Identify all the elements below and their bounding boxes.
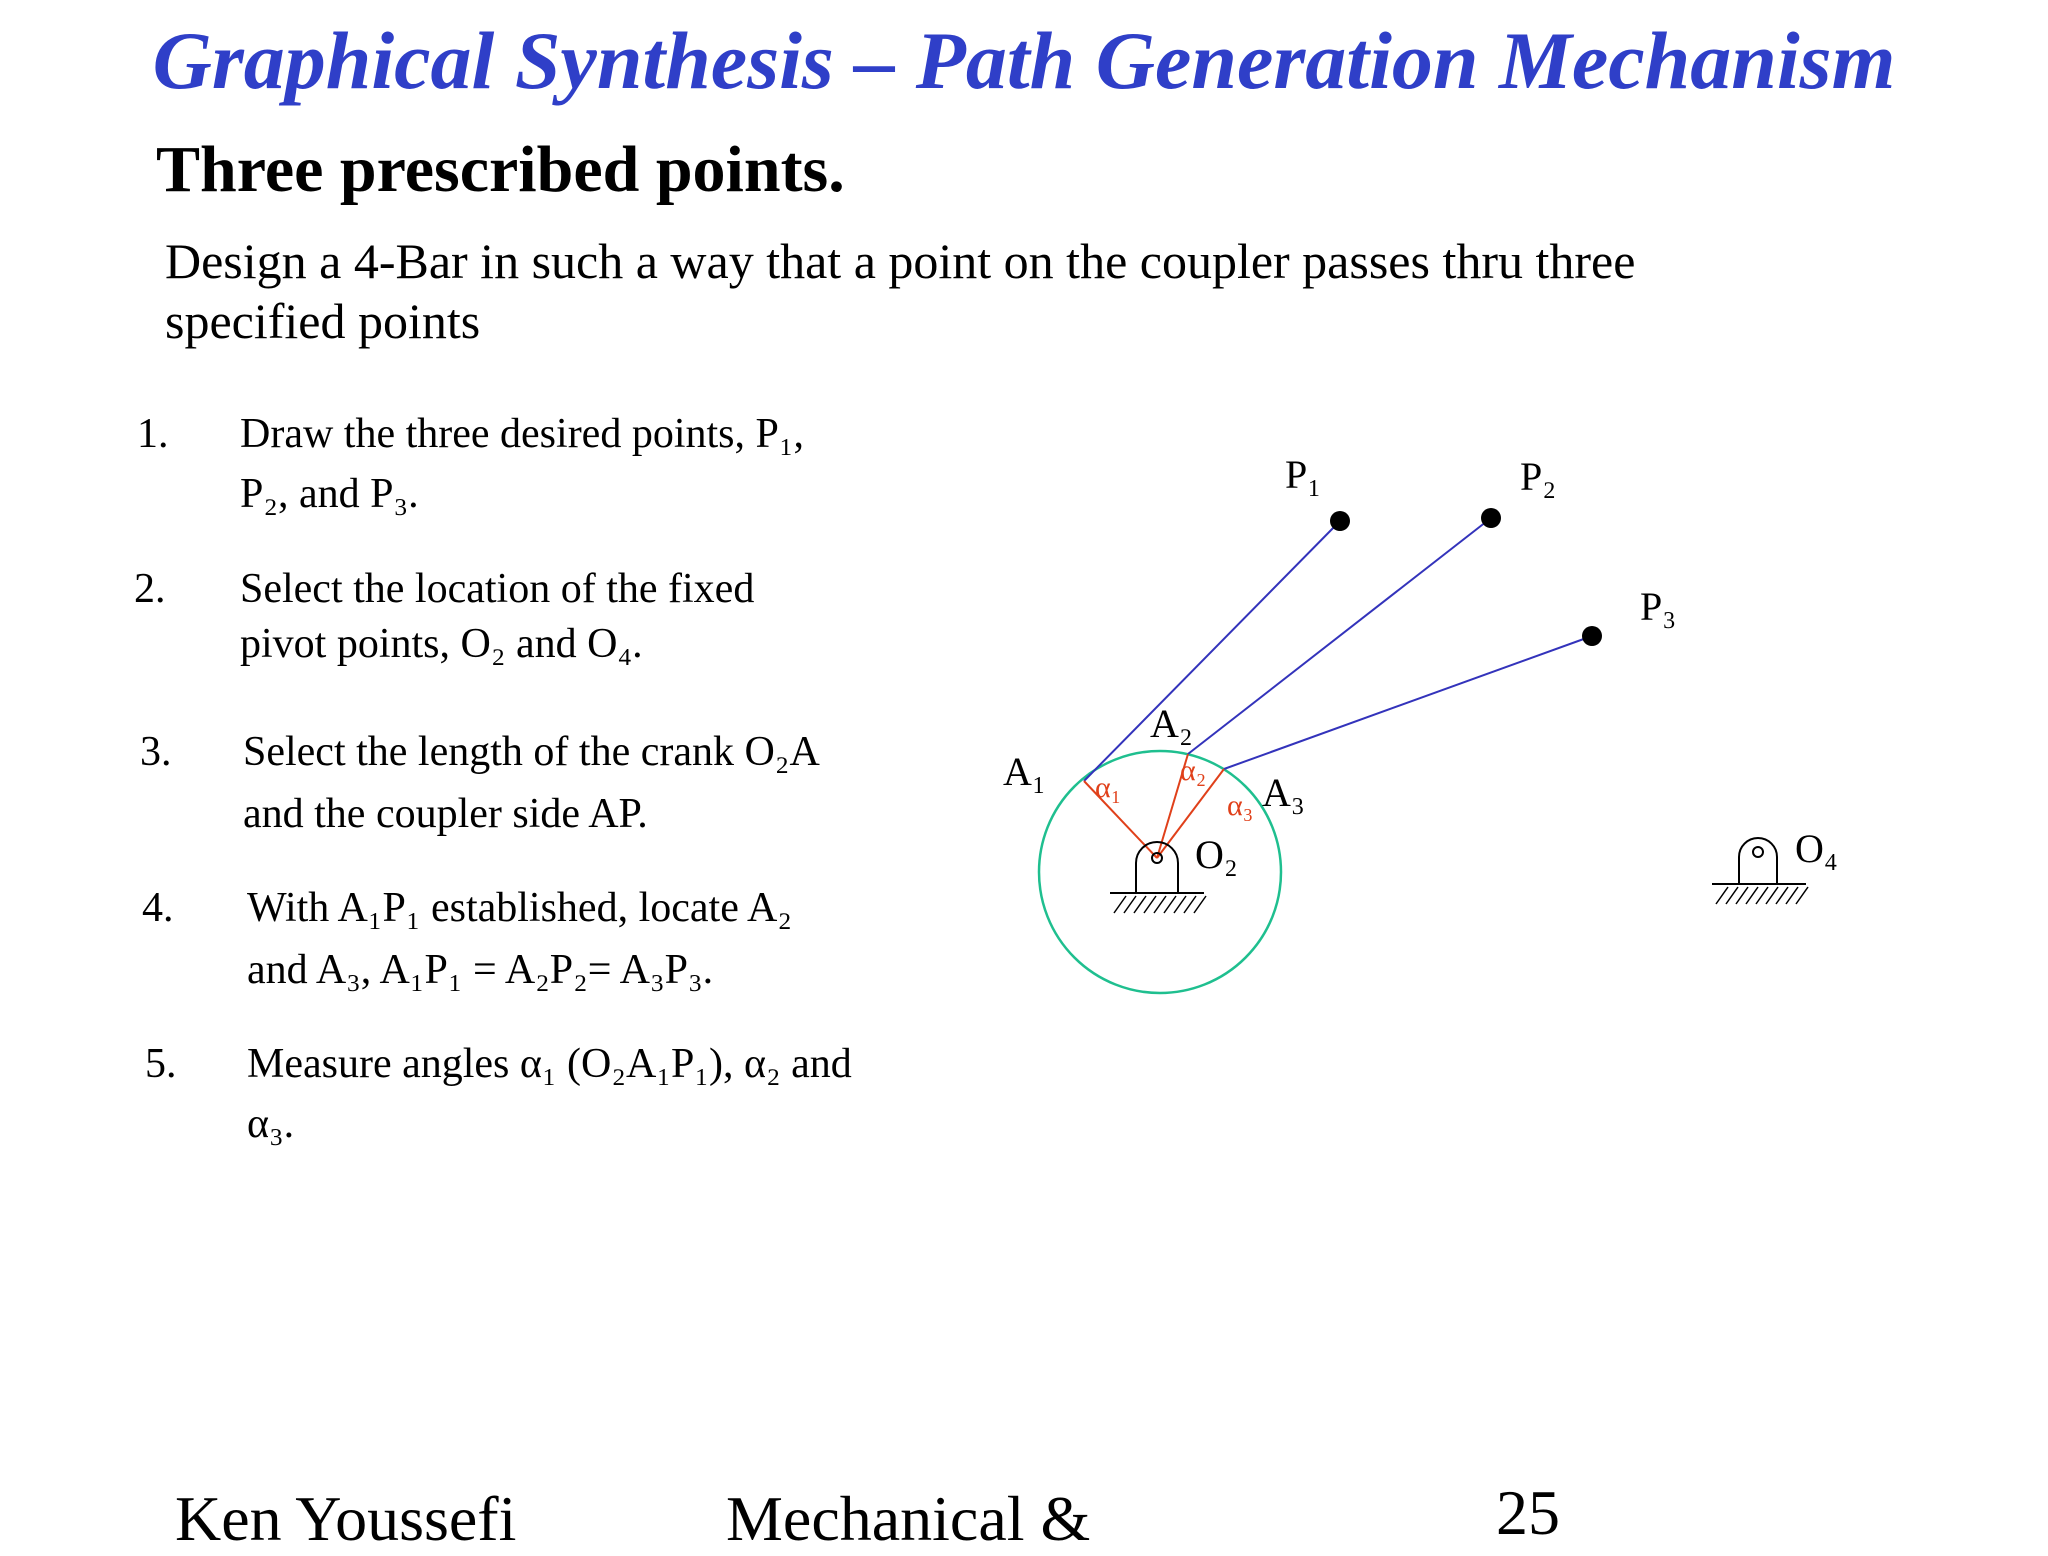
footer-department: Mechanical &	[726, 1483, 1091, 1554]
step-1-number: 1.	[137, 411, 169, 457]
fixed-pivot-o2	[1110, 842, 1206, 913]
step-1-line-1: Draw the three desired points, P₁,	[240, 411, 805, 457]
step-5-number: 5.	[145, 1041, 177, 1087]
slide-subtitle: Three prescribed points.	[156, 133, 845, 206]
label-a3: A₃	[1262, 770, 1305, 815]
label-o4: O₄	[1795, 826, 1838, 871]
step-5-line-2: α₃.	[247, 1101, 295, 1147]
step-3-number: 3.	[140, 729, 172, 775]
label-p2: P₂	[1520, 454, 1557, 499]
intro-text-line-2: specified points	[165, 293, 481, 349]
step-2-number: 2.	[134, 566, 166, 612]
label-alpha-3: α₃	[1227, 789, 1254, 822]
point-p1	[1330, 511, 1350, 531]
step-3-line-1: Select the length of the crank O₂A	[243, 729, 820, 775]
label-o2: O₂	[1195, 832, 1238, 877]
label-alpha-1: α₁	[1095, 771, 1122, 804]
step-1-line-2: P₂, and P₃.	[240, 471, 419, 517]
fixed-pivot-o4	[1712, 838, 1808, 904]
coupler-line-a2-p2	[1188, 518, 1491, 754]
label-alpha-2: α₂	[1180, 754, 1207, 787]
step-2-line-2: pivot points, O₂ and O₄.	[240, 621, 643, 667]
step-4-number: 4.	[142, 885, 174, 931]
step-5-line-1: Measure angles α₁ (O₂A₁P₁), α₂ and	[247, 1041, 852, 1087]
intro-text-line-1: Design a 4-Bar in such a way that a point on the coupler passes thru three	[165, 233, 1636, 289]
page-number: 25	[1496, 1477, 1560, 1548]
step-3-line-2: and the coupler side AP.	[243, 791, 648, 837]
label-a2: A₂	[1150, 701, 1193, 746]
footer-author: Ken Youssefi	[175, 1483, 517, 1554]
step-4-line-1: With A₁P₁ established, locate A₂	[247, 885, 792, 931]
label-p1: P₁	[1285, 452, 1322, 497]
point-p2	[1481, 508, 1501, 528]
coupler-line-a3-p3	[1224, 636, 1592, 769]
label-a1: A₁	[1003, 749, 1046, 794]
point-p3	[1582, 626, 1602, 646]
crank-circle	[1039, 751, 1281, 993]
slide-title: Graphical Synthesis – Path Generation Mechanism	[152, 15, 1896, 106]
label-p3: P₃	[1640, 584, 1677, 629]
step-4-line-2: and A₃, A₁P₁ = A₂P₂= A₃P₃.	[247, 947, 714, 993]
step-2-line-1: Select the location of the fixed	[240, 566, 755, 612]
